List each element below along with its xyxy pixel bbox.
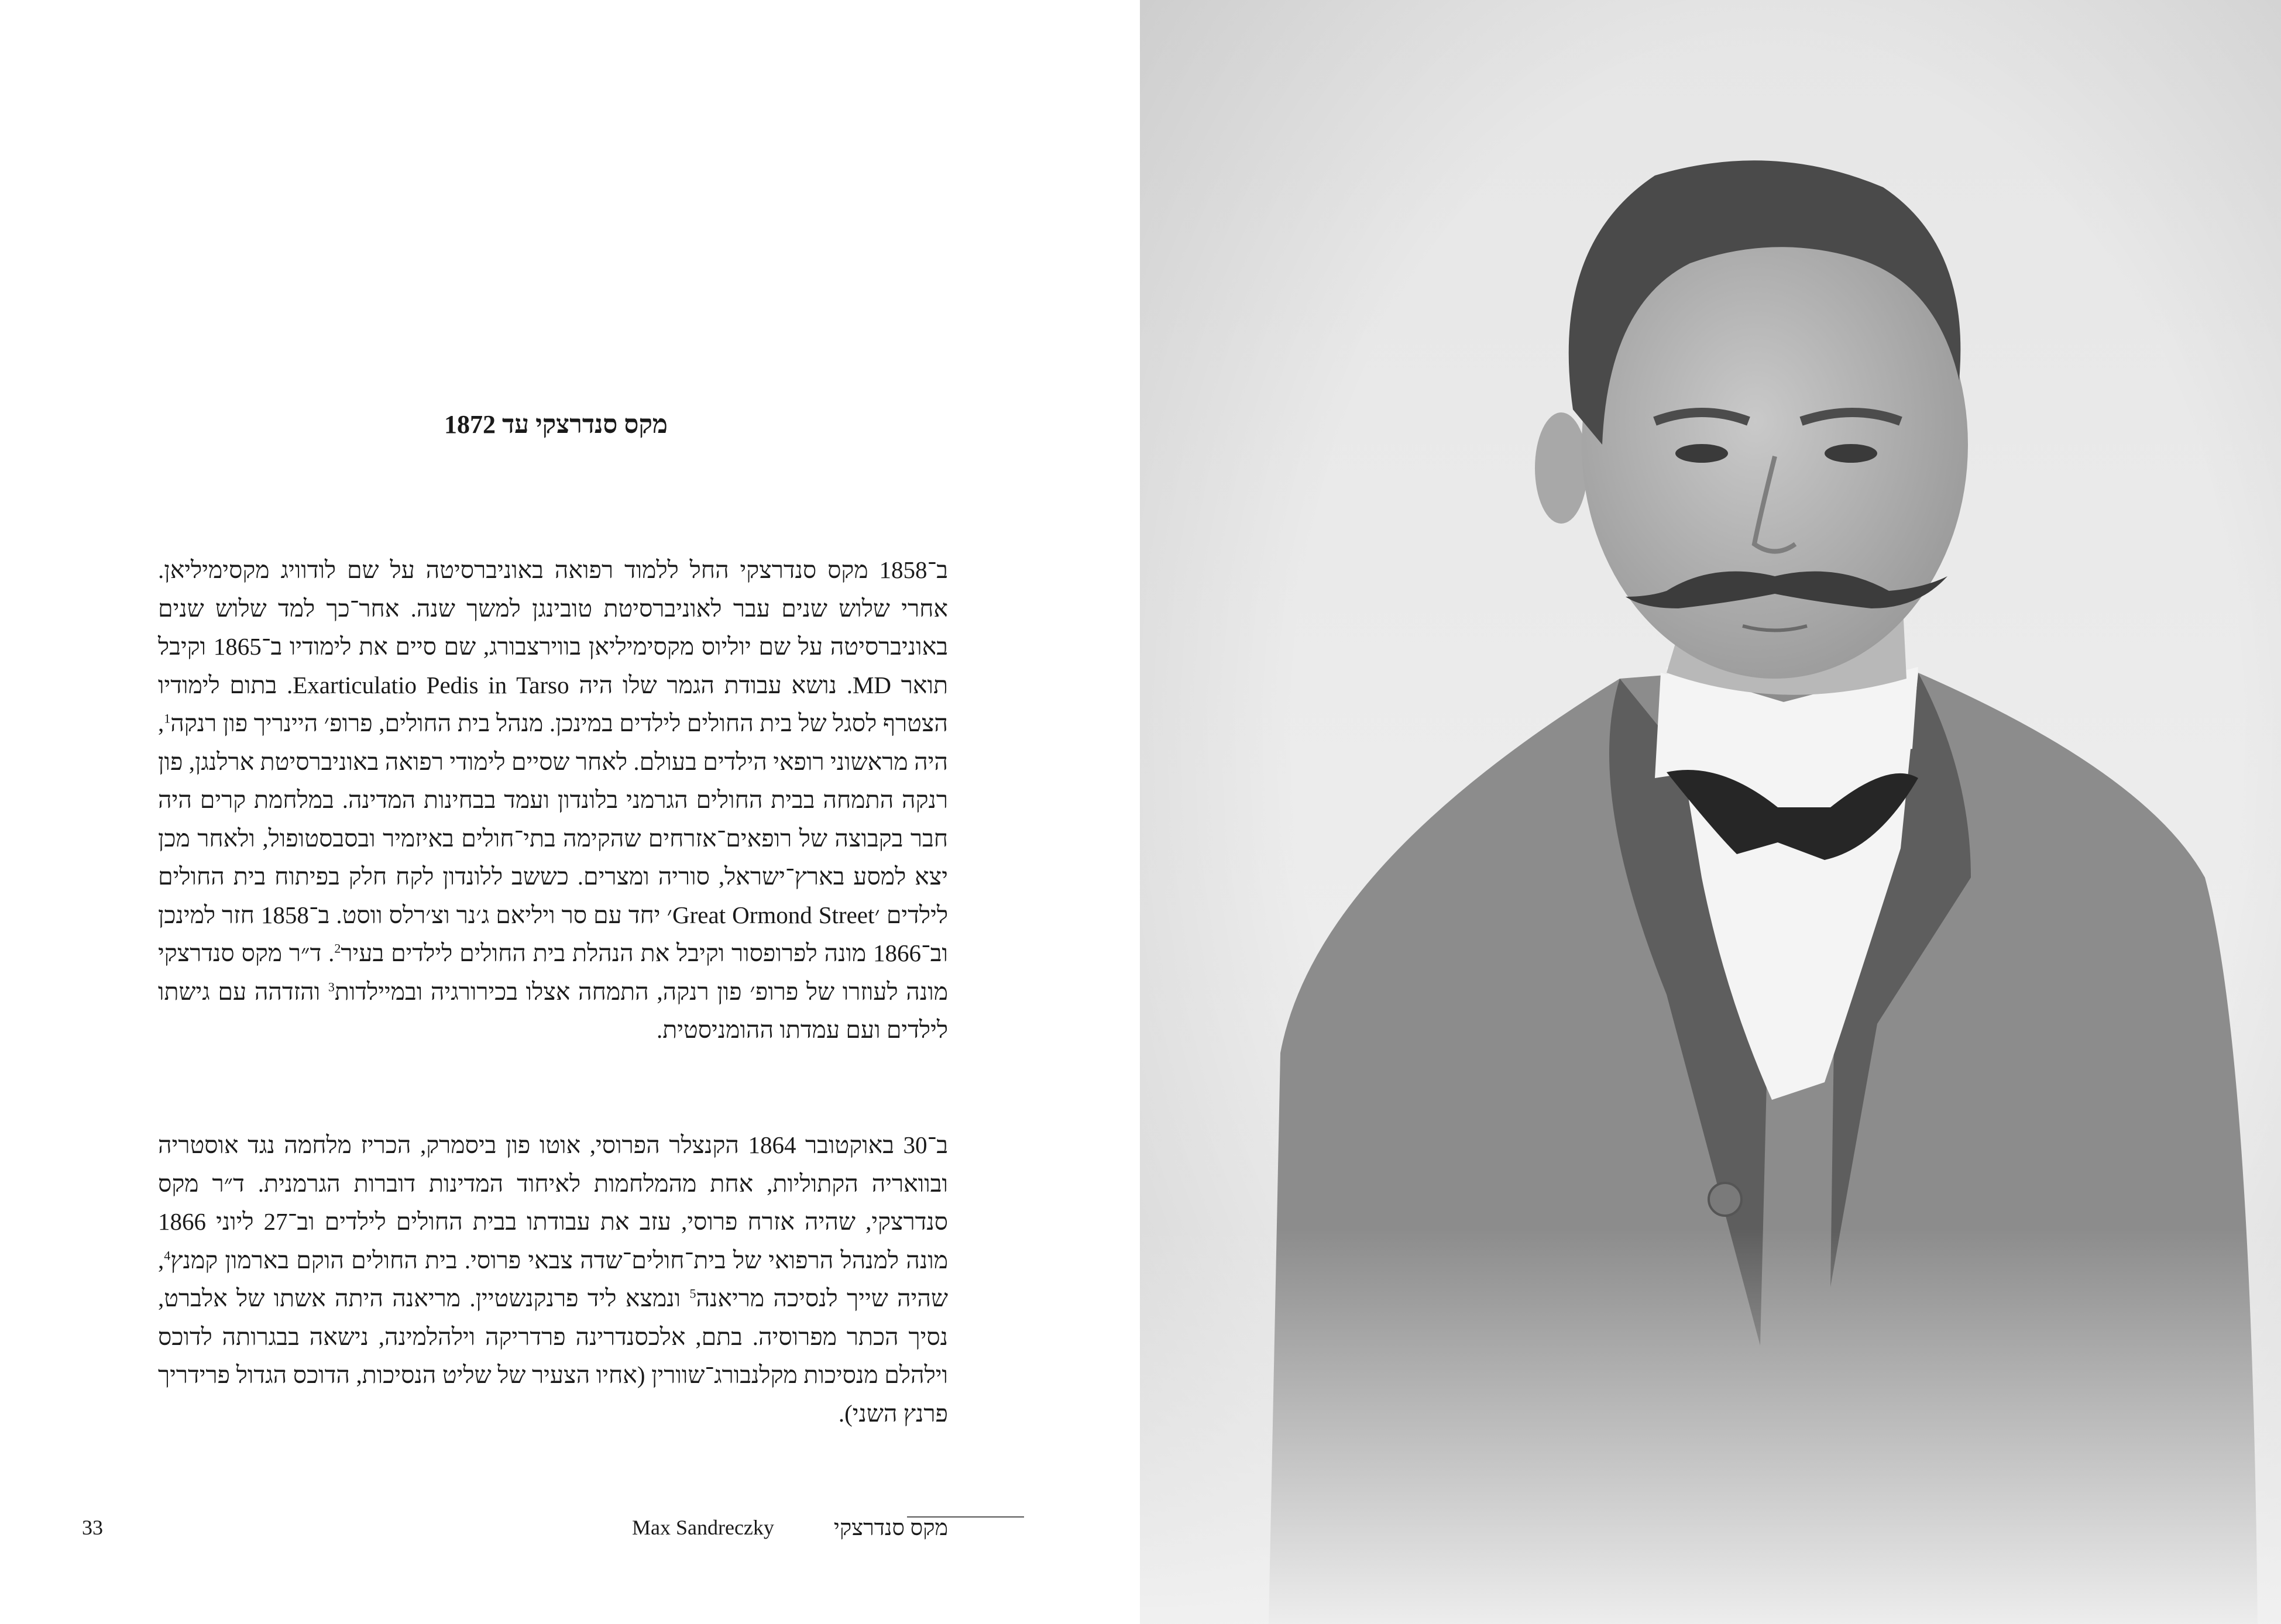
footer-english-title: Max Sandreczky [632, 1516, 774, 1539]
jacket-button [1709, 1183, 1741, 1216]
paragraph-text: ב־30 באוקטובר 1864 הקנצלר הפרוסי, אוטו פון ביסמרק, הכריז מלחמה נגד אוסטריה ובוואריה הקתוליות, אחת מהמלחמות לאיחוד המדינות דוברות הגרמנית. ד״ר מקס סנדרצקי, שהיה אזרח פרוסי, עזב את עבודתו בבית החולים לילדים וב־27 ליוני 1866 מונה למנהל הרפואי של בית־חולים־שדה צבאי פרוסי. בית החולים הוקם בארמון קמנץ [158, 1131, 949, 1274]
paragraph-text: , שהיה שייך לנסיכה מריאנה [158, 1246, 948, 1312]
footnote-marker: 3 [328, 979, 335, 994]
footnote-marker: 4 [164, 1247, 171, 1262]
paragraph-text: ב־1858 מקס סנדרצקי החל ללמוד רפואה באוניברסיטה על שם לודוויג מקסימיליאן. אחרי שלוש שנים עבר לאוניברסיטת טובינגן למשך שנה. אחר־כך למד שלוש שנים באוניברסיטה על שם יוליוס מקסימיליאן בווירצבורג, שם סיים את לימודיו ב־1865 וקיבל תואר MD. נושא עבודת הגמר שלו היה Exarticulatio Pedis in Tarso. בתום לימודיו הצטרף לסגל של בית החולים לילדים במינכן. מנהל בית החולים, פרופ׳ היינריך פון רנקה [158, 556, 949, 737]
body-paragraph-1 [158, 551, 948, 1050]
ear-left [1535, 412, 1588, 524]
portrait-photograph [1140, 0, 2281, 1624]
paragraph-text: . ד״ר מקס סנדרצקי מונה לעוזרו של פרופ׳ פון רנקה, התמחה אצלו בכירורגיה ובמיילדות [158, 940, 948, 1005]
paragraph-text: , היה מראשוני רופאי הילדים בעולם. לאחר שסיים לימודי רפואה באוניברסיטת ארלנגן, פון רנקה התמחה בבית החולים הגרמני בלונדון ועמד בבחינות המדינה. במלחמת קרים היה חבר בקבוצה של רופאים־אזרחים שהקימה בתי־חולים באיזמיר ובסבסטופול, ולאחר מכן יצא למסע בארץ־ישראל, סוריה ומצרים. כששב ללונדון לקח חלק בפיתוח בית החולים לילדים ׳Great Ormond Street׳ יחד עם סר ויליאם ג׳נר וצ׳רלס ווסט. ב־1858 חזר למינכן וב־1866 מונה לפרופסור וקיבל את הנהלת בית החולים לילדים בעיר [158, 710, 949, 966]
footnote-marker: 5 [689, 1286, 696, 1301]
photo-bottom-fade [1140, 1229, 2281, 1624]
body-paragraph-2 [158, 1126, 948, 1433]
chapter-title: מקס סנדרצקי עד 1872 [444, 410, 668, 439]
left-page [0, 0, 1140, 1624]
footer-hebrew-title: מקס סנדרצקי [833, 1516, 948, 1540]
paragraph-text: ונמצא ליד פרנקנשטיין. מריאנה היתה אשתו של אלברט, נסיך הכתר מפרוסיה. בתם, אלכסנדרינה פרדריקה וילהלמינה, נישאה בבגרותה לדוכס וילהלם מנסיכות מקלנבורג־שוורין (אחיו הצעיר של שליט הנסיכות, הדוכס הגדול פרידריך פרנץ השני). [158, 1285, 948, 1427]
page-number: 33 [82, 1516, 103, 1539]
footnote-marker: 2 [334, 941, 341, 956]
right-page [1140, 0, 2281, 1624]
footnote-marker: 1 [164, 711, 171, 726]
paragraph-text: והזדהה עם גישתו לילדים ועם עמדתו ההומניסטית. [158, 978, 948, 1043]
eye-left [1675, 444, 1728, 463]
eye-right [1825, 444, 1877, 463]
